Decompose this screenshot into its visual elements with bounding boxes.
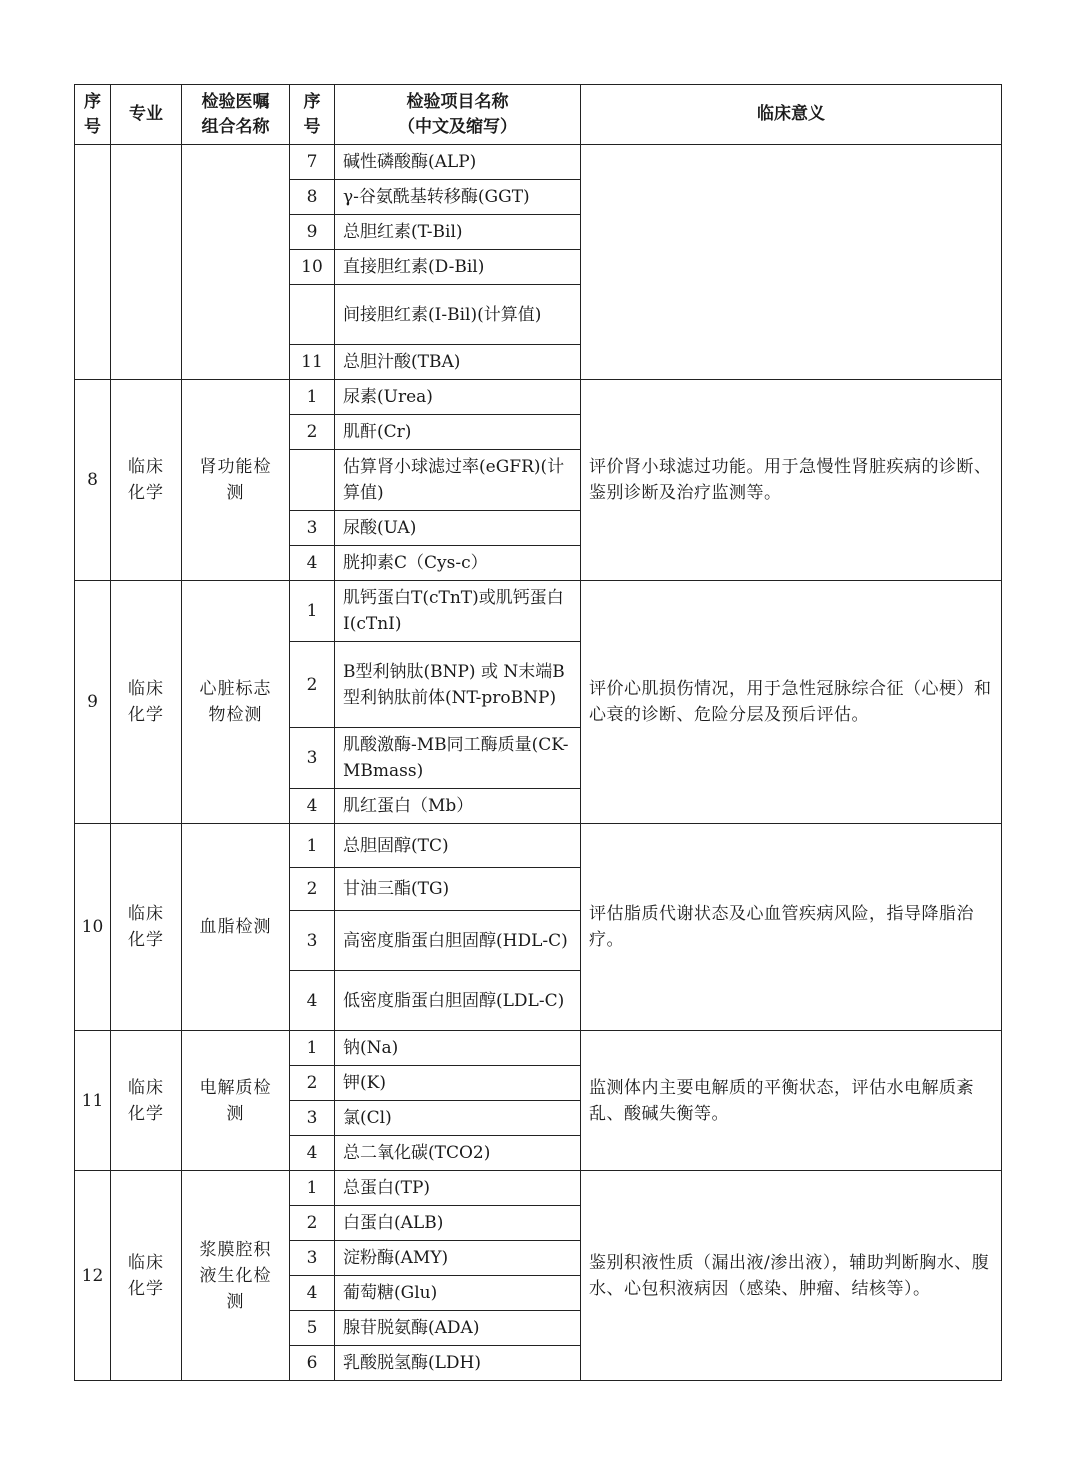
item-name: 尿酸(UA) [335, 511, 581, 546]
item-name: 葡萄糖(Glu) [335, 1276, 581, 1311]
major-cell-empty [111, 145, 182, 380]
item-name: 白蛋白(ALB) [335, 1206, 581, 1241]
table-row [75, 1031, 1002, 1066]
group-major: 临床 化学 [111, 581, 182, 824]
item-number: 6 [290, 1346, 335, 1381]
item-name: 胱抑素C（Cys-c） [335, 546, 581, 581]
item-name: 腺苷脱氨酶(ADA) [335, 1311, 581, 1346]
item-name: B型利钠肽(BNP) 或 N末端B型利钠肽前体(NT-proBNP) [335, 642, 581, 728]
item-name: 低密度脂蛋白胆固醇(LDL-C) [335, 971, 581, 1031]
item-name: 钠(Na) [335, 1031, 581, 1066]
item-number: 2 [290, 868, 335, 911]
group-name: 血脂检测 [182, 824, 290, 1031]
table-row [75, 824, 1002, 868]
header-item-seq: 序 号 [290, 85, 335, 145]
item-name: 尿素(Urea) [335, 380, 581, 415]
item-number: 8 [290, 180, 335, 215]
item-name: 甘油三酯(TG) [335, 868, 581, 911]
item-number: 3 [290, 1241, 335, 1276]
group-seq: 10 [75, 824, 111, 1031]
item-name: 钾(K) [335, 1066, 581, 1101]
item-name: 乳酸脱氢酶(LDH) [335, 1346, 581, 1381]
item-name: 高密度脂蛋白胆固醇(HDL-C) [335, 911, 581, 971]
item-number: 5 [290, 1311, 335, 1346]
clinical-meaning: 评价肾小球滤过功能。用于急慢性肾脏疾病的诊断、鉴别诊断及治疗监测等。 [581, 380, 1002, 581]
item-name: 总胆汁酸(TBA) [335, 345, 581, 380]
header-major: 专业 [111, 85, 182, 145]
group-seq: 8 [75, 380, 111, 581]
group-major: 临床 化学 [111, 824, 182, 1031]
header-order-group: 检验医嘱 组合名称 [182, 85, 290, 145]
item-name: 淀粉酶(AMY) [335, 1241, 581, 1276]
item-name: 总蛋白(TP) [335, 1171, 581, 1206]
clinical-meaning: 评估脂质代谢状态及心血管疾病风险，指导降脂治疗。 [581, 824, 1002, 1031]
table-row [75, 1171, 1002, 1206]
item-number: 4 [290, 1136, 335, 1171]
table-row [75, 581, 1002, 642]
item-number: 4 [290, 1276, 335, 1311]
item-name: 直接胆红素(D-Bil) [335, 250, 581, 285]
item-number: 2 [290, 642, 335, 728]
group-seq: 12 [75, 1171, 111, 1381]
item-number: 1 [290, 1171, 335, 1206]
item-number [290, 450, 335, 511]
item-number: 4 [290, 971, 335, 1031]
item-number: 4 [290, 789, 335, 824]
group-major: 临床 化学 [111, 380, 182, 581]
item-name: γ-谷氨酰基转移酶(GGT) [335, 180, 581, 215]
item-name: 氯(Cl) [335, 1101, 581, 1136]
item-number: 1 [290, 581, 335, 642]
item-number: 11 [290, 345, 335, 380]
group-name: 浆膜腔积 液生化检 测 [182, 1171, 290, 1381]
group-name: 肾功能检 测 [182, 380, 290, 581]
item-number: 2 [290, 1206, 335, 1241]
item-number: 3 [290, 511, 335, 546]
item-name: 碱性磷酸酶(ALP) [335, 145, 581, 180]
item-name: 总二氧化碳(TCO2) [335, 1136, 581, 1171]
item-number: 7 [290, 145, 335, 180]
header-item-name: 检验项目名称 （中文及缩写） [335, 85, 581, 145]
lab-test-table [74, 84, 1002, 1381]
group-cell-empty [182, 145, 290, 380]
clinical-meaning-empty [581, 145, 1002, 380]
item-name: 肌钙蛋白T(cTnT)或肌钙蛋白I(cTnI) [335, 581, 581, 642]
item-name: 肌红蛋白（Mb） [335, 789, 581, 824]
item-number: 1 [290, 1031, 335, 1066]
item-number: 1 [290, 380, 335, 415]
item-number: 4 [290, 546, 335, 581]
item-number: 3 [290, 728, 335, 789]
header-row [75, 85, 1002, 145]
seq-cell-empty [75, 145, 111, 380]
clinical-meaning: 监测体内主要电解质的平衡状态，评估水电解质紊乱、酸碱失衡等。 [581, 1031, 1002, 1171]
item-name: 间接胆红素(I-Bil)(计算值) [335, 285, 581, 345]
item-name: 总胆红素(T-Bil) [335, 215, 581, 250]
group-seq: 9 [75, 581, 111, 824]
group-major: 临床 化学 [111, 1171, 182, 1381]
item-number: 10 [290, 250, 335, 285]
clinical-meaning: 评价心肌损伤情况，用于急性冠脉综合征（心梗）和心衰的诊断、危险分层及预后评估。 [581, 581, 1002, 824]
item-number: 3 [290, 911, 335, 971]
item-number: 2 [290, 415, 335, 450]
table-row [75, 380, 1002, 415]
item-number: 3 [290, 1101, 335, 1136]
clinical-meaning: 鉴别积液性质（漏出液/渗出液），辅助判断胸水、腹水、心包积液病因（感染、肿瘤、结核等）。 [581, 1171, 1002, 1381]
item-name: 估算肾小球滤过率(eGFR)(计算值) [335, 450, 581, 511]
item-number [290, 285, 335, 345]
item-name: 肌酸激酶-MB同工酶质量(CK-MBmass) [335, 728, 581, 789]
group-name: 电解质检 测 [182, 1031, 290, 1171]
table-row [75, 145, 1002, 180]
header-seq: 序 号 [75, 85, 111, 145]
item-number: 2 [290, 1066, 335, 1101]
group-seq: 11 [75, 1031, 111, 1171]
item-name: 总胆固醇(TC) [335, 824, 581, 868]
group-major: 临床 化学 [111, 1031, 182, 1171]
header-clinical-meaning: 临床意义 [581, 85, 1002, 145]
item-name: 肌酐(Cr) [335, 415, 581, 450]
item-number: 9 [290, 215, 335, 250]
item-number: 1 [290, 824, 335, 868]
group-name: 心脏标志 物检测 [182, 581, 290, 824]
